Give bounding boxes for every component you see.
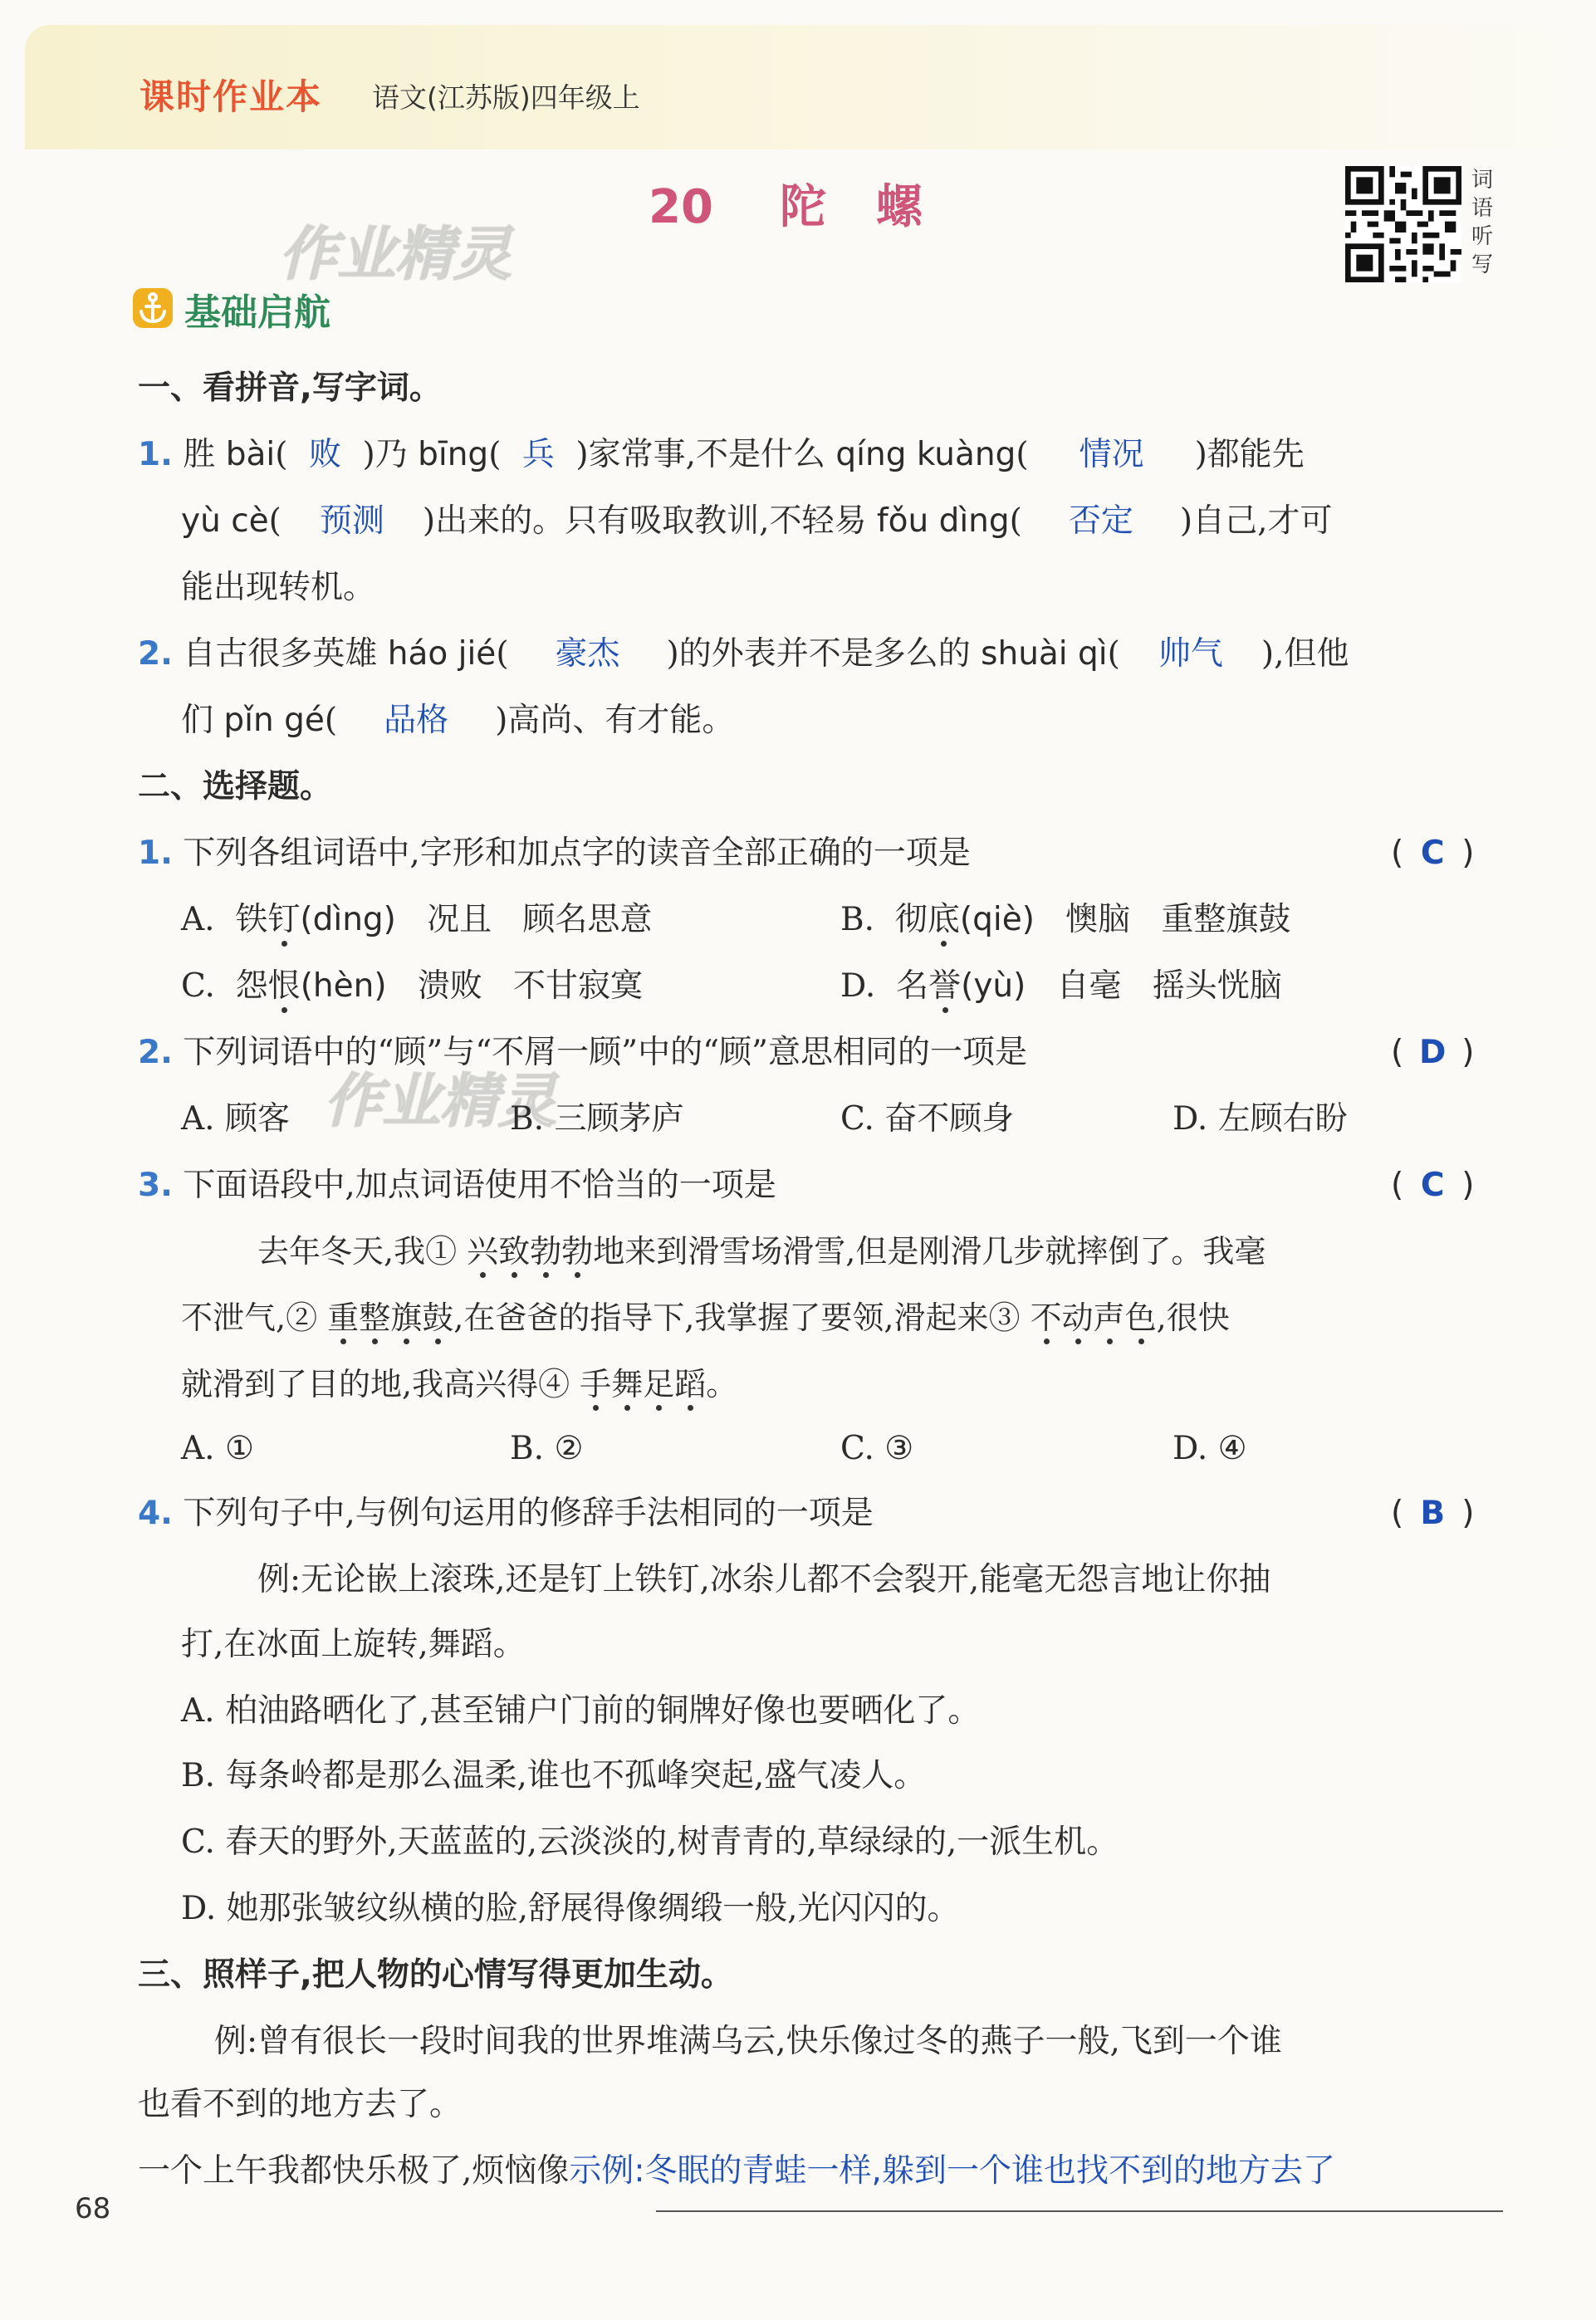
dotted-char: 不 [1030, 1299, 1062, 1336]
answer-blank[interactable]: 预测 [319, 502, 384, 540]
dotted-char: 声 [1093, 1299, 1125, 1336]
pinyin: fǒu dìng [876, 502, 1010, 540]
dotted-char: 蹈 [674, 1366, 707, 1402]
answer-line [138, 2152, 1335, 2191]
answer-blank[interactable]: 品格 [384, 702, 449, 739]
passage-line3 [181, 1366, 737, 1404]
p2q4-stem [138, 1495, 874, 1534]
question-number: 1. [138, 436, 173, 473]
dotted-char: 旗 [390, 1299, 423, 1336]
question-number: 4. [138, 1495, 173, 1532]
text: 自己,才可 [1192, 502, 1333, 540]
p1q1-line1: 1. 胜 bài( 败 )乃 bīng( 兵 )家常事,不是什么 qíng kuàng( 情况 )都能先 [138, 436, 1305, 473]
answer-blank[interactable]: 情况 [1079, 436, 1144, 473]
sample-answer[interactable]: 示例:冬眠的青蛙一样,躲到一个谁也找不到的地方去了 [569, 2152, 1335, 2190]
option-a[interactable]: A. 顾客 [181, 1100, 290, 1138]
option-letter: B. [840, 901, 875, 938]
option-d[interactable]: D. 她那张皱纹纵横的脸,舒展得像绸缎一般,光闪闪的。 [181, 1890, 960, 1927]
dotted-char: 手 [580, 1366, 612, 1402]
lesson-number: 20 [649, 180, 713, 234]
option-b[interactable] [840, 901, 1290, 940]
text: 自毫 [1056, 967, 1122, 1005]
option-b[interactable]: B. 三顾茅庐 [510, 1100, 684, 1138]
pinyin: (qiè) [959, 901, 1035, 938]
p2q4-answer[interactable]: ( B ) [1391, 1495, 1475, 1532]
option-a[interactable]: A. 柏油路晒化了,甚至铺户门前的铜牌好像也要晒化了。 [181, 1692, 981, 1730]
anchor-icon [133, 288, 173, 328]
dotted-char: 足 [643, 1366, 675, 1402]
answer-letter: D [1419, 1034, 1447, 1071]
text: 胜 [183, 436, 226, 473]
answer-blank[interactable]: 否定 [1068, 502, 1133, 540]
text: 下列句子中,与例句运用的修辞手法相同的一项是 [183, 1495, 874, 1532]
book-title: 课时作业本 [140, 76, 323, 117]
text: 重整旗鼓 [1161, 901, 1291, 938]
option-letter: A. [181, 901, 215, 938]
p1q2-line2: 们 pǐn gé( 品格 )高尚、有才能。 [181, 702, 735, 739]
answer-blank[interactable]: 豪杰 [555, 635, 620, 673]
answer-blank[interactable]: 败 [308, 436, 341, 473]
option-letter: C. [181, 967, 215, 1005]
dotted-char: 鼓 [422, 1299, 454, 1336]
dotted-char: 恨 [267, 967, 301, 1005]
text: 彻 [894, 901, 928, 938]
p2q1-stem [138, 835, 971, 874]
pinyin: háo jié [387, 635, 497, 673]
text: 摇头恍脑 [1152, 967, 1282, 1005]
qr-label-char: 写 [1471, 252, 1494, 277]
text: ,很快 [1156, 1299, 1230, 1336]
text: 下列各组词语中,字形和加点字的读音全部正确的一项是 [183, 835, 971, 872]
example-line1: 例:曾有很长一段时间我的世界堆满乌云,快乐像过冬的燕子一般,飞到一个谁 [214, 2023, 1282, 2060]
text: 况且 [427, 901, 492, 938]
example-line2: 也看不到的地方去了。 [138, 2086, 463, 2123]
option-c[interactable] [181, 967, 643, 1006]
text: 。 [706, 1366, 738, 1402]
option-a[interactable] [181, 901, 652, 940]
pinyin: (yù) [961, 967, 1026, 1005]
text: 家常事,不是什么 [588, 436, 836, 473]
dotted-char: 色 [1124, 1299, 1157, 1336]
text: 不甘寂寞 [512, 967, 643, 1005]
dotted-char: 重 [327, 1299, 360, 1336]
answer-letter: C [1420, 1167, 1445, 1204]
text: 不泄气,② [181, 1299, 328, 1336]
question-number: 3. [138, 1167, 173, 1204]
option-a[interactable]: A. ① [181, 1430, 254, 1467]
text: ,但他 [1274, 635, 1349, 673]
question-number: 1. [138, 835, 173, 872]
example-line2: 打,在冰面上旋转,舞蹈。 [181, 1626, 526, 1663]
pinyin: bài [225, 436, 276, 473]
option-c[interactable]: C. ③ [840, 1430, 914, 1467]
lesson-title-char: 螺 [875, 180, 923, 234]
option-c[interactable]: C. 奋不顾身 [840, 1100, 1015, 1138]
text: 怨 [235, 967, 268, 1005]
lesson-title-char: 陀 [779, 180, 826, 234]
p2q2-stem [138, 1034, 1027, 1073]
dotted-char: 兴 [467, 1233, 499, 1270]
part1-heading: 一、看拼音,写字词。 [138, 370, 442, 407]
text: 就滑到了目的地,我高兴得④ [181, 1366, 580, 1402]
dotted-char: 舞 [611, 1366, 644, 1402]
dotted-char: 底 [927, 901, 960, 938]
pinyin: pǐn gé [223, 702, 325, 739]
part3-heading: 三、照样子,把人物的心情写得更加生动。 [138, 1956, 733, 1994]
qr-label [1471, 166, 1501, 279]
pinyin: yù cè [181, 502, 269, 540]
text: 下面语段中,加点词语使用不恰当的一项是 [183, 1167, 776, 1204]
text: 去年冬天,我① [257, 1233, 468, 1270]
pinyin: (dìng) [300, 901, 396, 938]
text: 都能先 [1207, 436, 1305, 473]
part2-heading: 二、选择题。 [138, 768, 333, 805]
text: 高尚、有才能。 [507, 702, 735, 739]
watermark: 作业精灵 [324, 1067, 556, 1135]
watermark: 作业精灵 [279, 220, 512, 288]
text: 懊脑 [1065, 901, 1131, 938]
dotted-char: 致 [498, 1233, 531, 1270]
text: 名 [896, 967, 929, 1005]
answer-blank[interactable]: 兵 [521, 436, 555, 473]
dotted-char: 勃 [530, 1233, 562, 1270]
p2q2-answer[interactable]: ( D ) [1391, 1034, 1475, 1071]
dotted-char: 动 [1061, 1299, 1094, 1336]
option-d[interactable] [840, 967, 1282, 1006]
text: 出来的。只有吸取教训,不轻易 [435, 502, 877, 540]
qr-label-char: 语 [1471, 196, 1494, 221]
option-b[interactable]: B. 每条岭都是那么温柔,谁也不孤峰突起,盛气凌人。 [181, 1757, 927, 1794]
text: 乃 [375, 436, 419, 473]
text: 顾名思意 [522, 901, 653, 938]
prompt-text: 一个上午我都快乐极了,烦恼像 [138, 2152, 570, 2190]
option-b[interactable]: B. ② [510, 1430, 584, 1467]
passage-line2 [181, 1299, 1230, 1338]
text: 的外表并不是多么的 [678, 635, 982, 673]
question-number: 2. [138, 1034, 173, 1071]
option-c[interactable]: C. 春天的野外,天蓝蓝的,云淡淡的,树青青的,草绿绿的,一派生机。 [181, 1823, 1119, 1861]
text: 下列词语中的“顾”与“不屑一顾”中的“顾”意思相同的一项是 [183, 1034, 1027, 1071]
pinyin: (hèn) [300, 967, 387, 1005]
text: 地来到滑雪场滑雪,但是刚滑几步就摔倒了。我毫 [593, 1233, 1266, 1270]
answer-blank[interactable]: 帅气 [1158, 635, 1223, 673]
example-line1: 例:无论嵌上滚珠,还是钉上铁钉,冰尜儿都不会裂开,能毫无怨言地让你抽 [257, 1561, 1271, 1598]
qr-label-char: 听 [1471, 224, 1494, 249]
p1q1-line3: 能出现转机。 [181, 569, 376, 606]
answer-letter: B [1420, 1495, 1446, 1532]
qr-label-char: 词 [1471, 168, 1494, 193]
text: ,在爸爸的指导下,我掌握了要领,滑起来③ [453, 1299, 1031, 1336]
pinyin: shuài qì [981, 635, 1108, 673]
question-number: 2. [138, 635, 173, 673]
text: 们 [181, 702, 224, 739]
page-number: 68 [75, 2192, 111, 2225]
answer-letter: C [1420, 835, 1445, 872]
p2q1-answer[interactable]: ( C ) [1391, 835, 1475, 872]
p2q3-answer[interactable]: ( C ) [1391, 1167, 1475, 1204]
p1q1-line2: yù cè( 预测 )出来的。只有吸取教训,不轻易 fǒu dìng( 否定 )自己,才可 [181, 502, 1333, 540]
pinyin: qíng kuàng [835, 436, 1016, 473]
text: 铁 [235, 901, 268, 938]
text: 自古很多英雄 [183, 635, 388, 673]
qr-code-icon[interactable] [1345, 166, 1461, 282]
answer-underline [656, 2210, 1503, 2212]
option-letter: D. [840, 967, 876, 1005]
section-title: 基础启航 [184, 291, 330, 334]
passage-line1 [257, 1233, 1266, 1271]
p2q3-stem [138, 1167, 776, 1206]
text: 溃败 [417, 967, 482, 1005]
subject-label: 语文(江苏版)四年级上 [372, 81, 640, 114]
dotted-char: 整 [359, 1299, 391, 1336]
dotted-char: 钉 [267, 901, 301, 938]
option-d[interactable]: D. 左顾右盼 [1173, 1100, 1348, 1138]
option-d[interactable]: D. ④ [1173, 1430, 1247, 1467]
dotted-char: 誉 [928, 967, 962, 1005]
p1q2-line1: 2. 自古很多英雄 háo jié( 豪杰 )的外表并不是多么的 shuài qì( 帅气 ),但他 [138, 635, 1349, 673]
pinyin: bīng [418, 436, 489, 473]
dotted-char: 勃 [561, 1233, 594, 1270]
